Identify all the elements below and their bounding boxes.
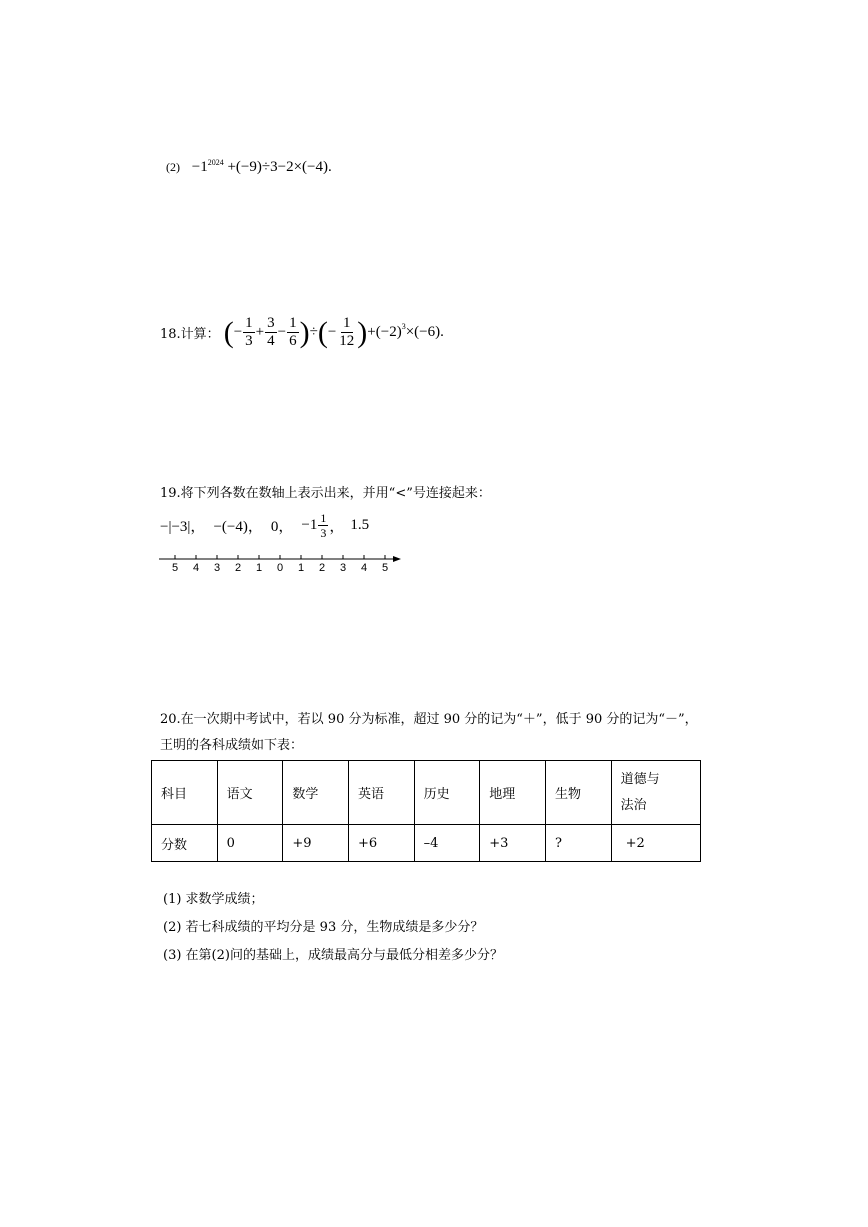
table-row-scores xyxy=(152,825,701,862)
q19-number-list xyxy=(160,512,369,539)
q17-part2-expr-b: +(−9)÷3−2×(−4). xyxy=(227,159,332,175)
number-line-arrow-icon xyxy=(393,556,401,562)
q17-part2-label: (2) xyxy=(166,160,180,174)
q19-num-5: 1.5 xyxy=(350,517,370,533)
q18-label: 18.计算： xyxy=(160,327,220,342)
q18-left-paren-1: ( xyxy=(223,315,234,349)
table-cell: ? xyxy=(545,825,611,862)
q19-num-2: −(−4)， xyxy=(213,519,263,535)
table-cell: 生物 xyxy=(545,761,611,825)
q18-right-paren-2: ) xyxy=(357,315,368,349)
q19-question-text: 19.将下列各数在数轴上表示出来，并用“<”号连接起来： xyxy=(160,486,491,501)
q17-part2-exponent: 2024 xyxy=(207,158,224,167)
table-cell: +3 xyxy=(480,825,546,862)
q18-fraction-1: $\frac{1}{3}$ xyxy=(245,315,253,349)
q18-left-paren-2: ( xyxy=(317,315,328,349)
table-row-header xyxy=(152,761,701,825)
table-cell: 历史 xyxy=(414,761,480,825)
table-cell: 地理 xyxy=(480,761,546,825)
q20-question-line-1: 20.在一次期中考试中，若以 90 分为标准，超过 90 分的记为“＋”，低于 90 分的记为“－”， xyxy=(160,712,698,727)
q20-sub-question-1: (1) 求数学成绩； xyxy=(163,892,264,907)
q18-tail-b: ×(−6). xyxy=(405,324,444,340)
table-cell: 道德与 法治 xyxy=(611,761,700,825)
q18-fraction-4: $\frac{1}{12}$ xyxy=(339,315,355,349)
q18-exponent: 3 xyxy=(401,322,406,331)
q18-expression: 18.计算： ( − $\frac{1}{3}$ + $\frac{3}{4}$ − $\frac{1}{6}$ ) ÷ ( − $\frac{1}{12}$ ) +(−2) 3 ×(−6). xyxy=(160,315,444,349)
q18-right-paren-1: ) xyxy=(299,315,310,349)
q20-question-line-2: 王明的各科成绩如下表： xyxy=(160,738,304,753)
q20-sub-question-2: (2) 若七科成绩的平均分是 93 分，生物成绩是多少分？ xyxy=(163,920,484,935)
number-line-tick-label: 4 xyxy=(193,562,200,574)
q18-fraction-2: $\frac{3}{4}$ xyxy=(267,315,275,349)
q19-num-3: 0， xyxy=(270,519,294,535)
table-cell: +2 xyxy=(611,825,700,862)
number-line-tick-label: 1 xyxy=(256,562,263,574)
table-cell: +6 xyxy=(348,825,414,862)
table-cell: 分数 xyxy=(152,825,218,862)
q18-fraction-3: $\frac{1}{6}$ xyxy=(289,315,297,349)
number-line-tick-label: 3 xyxy=(214,562,221,574)
q18-tail-a: +(−2) xyxy=(367,324,402,340)
table-cell: 0 xyxy=(217,825,283,862)
q17-part2-expression xyxy=(166,158,332,176)
number-line-tick-label: 5 xyxy=(382,562,389,574)
number-line-tick-label: 1 xyxy=(298,562,305,574)
number-line-tick-label: 2 xyxy=(235,562,242,574)
q17-part2-expr-a: −1 xyxy=(191,159,208,175)
number-line-tick-label: 0 xyxy=(277,562,284,574)
number-line-tick-label: 5 xyxy=(172,562,179,574)
q19-num-4-int: −1 xyxy=(301,517,318,533)
number-line-tick-label: 4 xyxy=(361,562,368,574)
table-cell: 英语 xyxy=(348,761,414,825)
number-line-tick-label: 2 xyxy=(319,562,326,574)
q19-num-4-fraction: $\frac{1}{3}$ xyxy=(320,511,327,540)
number-line-tick-label: 3 xyxy=(340,562,347,574)
table-cell: +9 xyxy=(283,825,349,862)
q19-num-4-sep: ， xyxy=(329,519,345,535)
scores-table xyxy=(151,760,701,862)
table-cell: 数学 xyxy=(283,761,349,825)
q19-num-1: −|−3|， xyxy=(160,519,206,535)
q20-sub-question-3: (3) 在第(2)问的基础上，成绩最高分与最低分相差多少分？ xyxy=(163,948,503,963)
table-cell: 科目 xyxy=(152,761,218,825)
table-cell: 语文 xyxy=(217,761,283,825)
table-cell: –4 xyxy=(414,825,480,862)
